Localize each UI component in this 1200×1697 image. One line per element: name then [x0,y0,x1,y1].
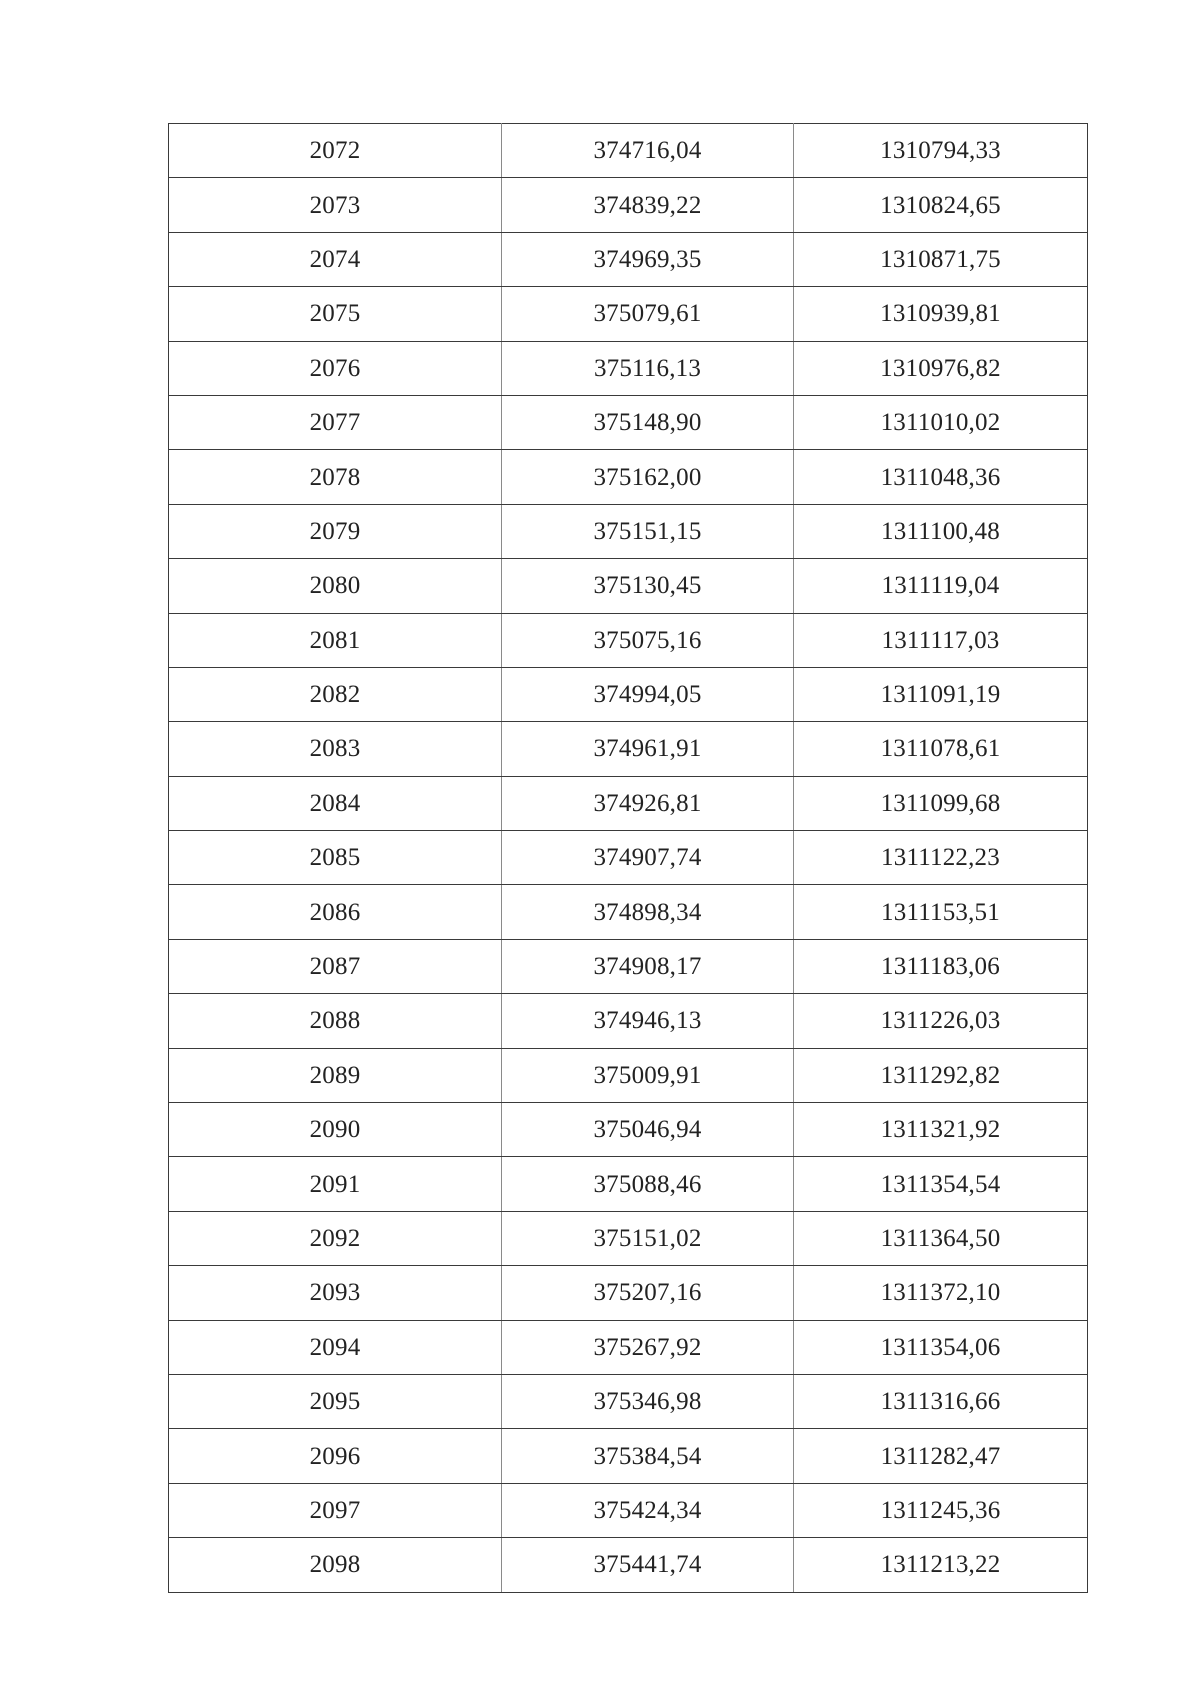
table-row [169,504,1088,558]
table-row [169,287,1088,341]
table-row [169,450,1088,504]
coordinate-y: 1311354,54 [794,1157,1088,1211]
point-number: 2078 [169,450,502,504]
coordinate-x: 375079,61 [502,287,794,341]
coordinate-y: 1311099,68 [794,776,1088,830]
point-number: 2081 [169,613,502,667]
coordinate-y: 1311316,66 [794,1374,1088,1428]
table-row [169,1266,1088,1320]
coordinate-y: 1311321,92 [794,1103,1088,1157]
coordinate-y: 1310824,65 [794,178,1088,232]
point-number: 2096 [169,1429,502,1483]
coordinate-x: 374961,91 [502,722,794,776]
table-row [169,1538,1088,1592]
table-row [169,885,1088,939]
point-number: 2086 [169,885,502,939]
coordinate-x: 375116,13 [502,341,794,395]
table-row [169,1157,1088,1211]
coordinate-y: 1310794,33 [794,124,1088,178]
table-row [169,1429,1088,1483]
coordinate-y: 1311153,51 [794,885,1088,939]
coordinate-x: 375046,94 [502,1103,794,1157]
coordinate-x: 375384,54 [502,1429,794,1483]
coordinate-x: 375151,15 [502,504,794,558]
point-number: 2082 [169,667,502,721]
table-row [169,1374,1088,1428]
table-row [169,776,1088,830]
point-number: 2090 [169,1103,502,1157]
point-number: 2089 [169,1048,502,1102]
coordinate-y: 1311091,19 [794,667,1088,721]
point-number: 2079 [169,504,502,558]
coordinate-x: 375346,98 [502,1374,794,1428]
point-number: 2077 [169,395,502,449]
coordinate-x: 375009,91 [502,1048,794,1102]
point-number: 2073 [169,178,502,232]
coordinate-y: 1311282,47 [794,1429,1088,1483]
coordinate-y: 1311354,06 [794,1320,1088,1374]
coordinate-x: 375151,02 [502,1211,794,1265]
coordinate-x: 375148,90 [502,395,794,449]
table-row [169,1483,1088,1537]
coordinate-y: 1311245,36 [794,1483,1088,1537]
table-row [169,1103,1088,1157]
coordinate-x: 375075,16 [502,613,794,667]
coordinate-x: 374907,74 [502,831,794,885]
coordinate-y: 1311372,10 [794,1266,1088,1320]
coordinate-y: 1311119,04 [794,559,1088,613]
point-number: 2084 [169,776,502,830]
coordinate-x: 374839,22 [502,178,794,232]
table-row [169,232,1088,286]
coordinate-x: 374898,34 [502,885,794,939]
coordinate-y: 1311117,03 [794,613,1088,667]
coordinate-y: 1311122,23 [794,831,1088,885]
coordinate-y: 1310871,75 [794,232,1088,286]
table-row [169,1048,1088,1102]
point-number: 2074 [169,232,502,286]
coordinate-x: 374994,05 [502,667,794,721]
coordinate-x: 375088,46 [502,1157,794,1211]
table-row [169,722,1088,776]
table-row [169,939,1088,993]
table-row [169,124,1088,178]
coordinates-table [168,123,1088,1593]
coordinate-y: 1311048,36 [794,450,1088,504]
table-row [169,613,1088,667]
coordinate-x: 375162,00 [502,450,794,504]
point-number: 2093 [169,1266,502,1320]
point-number: 2076 [169,341,502,395]
coordinate-x: 374716,04 [502,124,794,178]
point-number: 2087 [169,939,502,993]
point-number: 2088 [169,994,502,1048]
table-row [169,667,1088,721]
table-row [169,1211,1088,1265]
point-number: 2095 [169,1374,502,1428]
table-row [169,178,1088,232]
point-number: 2091 [169,1157,502,1211]
point-number: 2072 [169,124,502,178]
coordinate-y: 1311292,82 [794,1048,1088,1102]
coordinates-table-body [169,124,1088,1593]
coordinate-x: 374946,13 [502,994,794,1048]
table-row [169,831,1088,885]
coordinate-x: 375424,34 [502,1483,794,1537]
coordinate-x: 375130,45 [502,559,794,613]
point-number: 2083 [169,722,502,776]
point-number: 2092 [169,1211,502,1265]
point-number: 2085 [169,831,502,885]
point-number: 2080 [169,559,502,613]
coordinate-y: 1311213,22 [794,1538,1088,1592]
coordinate-y: 1311078,61 [794,722,1088,776]
coordinate-y: 1311183,06 [794,939,1088,993]
coordinate-x: 374908,17 [502,939,794,993]
coordinate-x: 375267,92 [502,1320,794,1374]
point-number: 2075 [169,287,502,341]
coordinate-y: 1311226,03 [794,994,1088,1048]
table-row [169,1320,1088,1374]
coordinate-x: 374926,81 [502,776,794,830]
table-row [169,559,1088,613]
table-row [169,395,1088,449]
coordinate-x: 374969,35 [502,232,794,286]
coordinate-y: 1310976,82 [794,341,1088,395]
coordinate-y: 1311364,50 [794,1211,1088,1265]
table-row [169,994,1088,1048]
point-number: 2094 [169,1320,502,1374]
coordinate-y: 1310939,81 [794,287,1088,341]
point-number: 2098 [169,1538,502,1592]
point-number: 2097 [169,1483,502,1537]
coordinate-x: 375441,74 [502,1538,794,1592]
coordinate-x: 375207,16 [502,1266,794,1320]
coordinate-y: 1311010,02 [794,395,1088,449]
coordinate-y: 1311100,48 [794,504,1088,558]
table-row [169,341,1088,395]
